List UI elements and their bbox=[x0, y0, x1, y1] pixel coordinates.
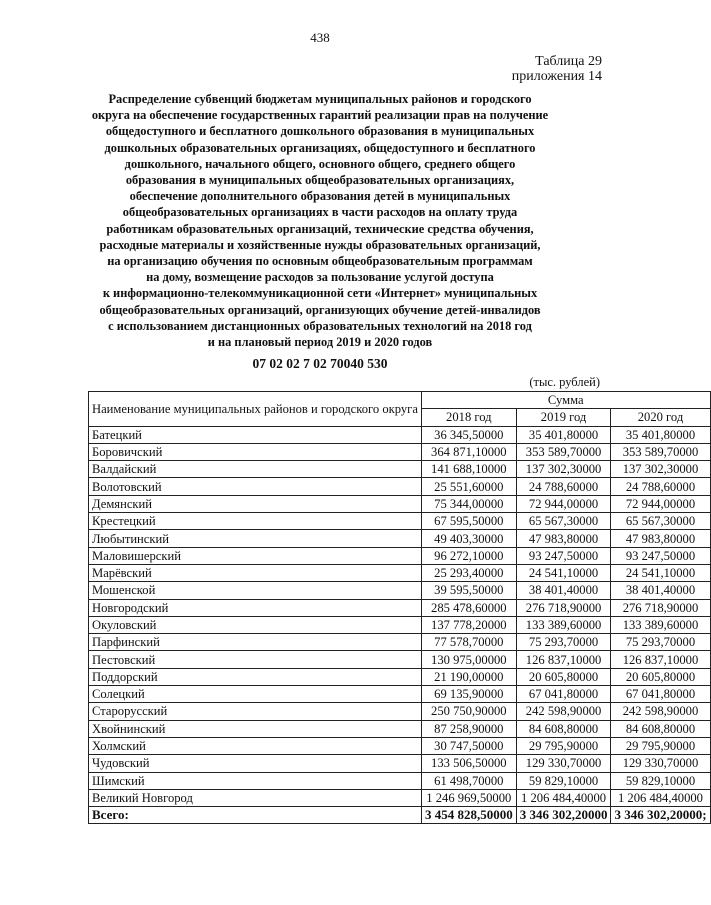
district-name: Шимский bbox=[89, 772, 422, 789]
table-row bbox=[89, 478, 711, 495]
amount-2019: 72 944,00000 bbox=[516, 495, 611, 512]
district-name: Мошенской bbox=[89, 582, 422, 599]
amount-2019: 67 041,80000 bbox=[516, 686, 611, 703]
total-row bbox=[89, 807, 711, 824]
amount-2019: 1 206 484,40000 bbox=[516, 789, 611, 806]
amount-2020: 276 718,90000 bbox=[611, 599, 710, 616]
table-row bbox=[89, 599, 711, 616]
amount-2018: 77 578,70000 bbox=[421, 634, 516, 651]
amount-2018: 25 293,40000 bbox=[421, 564, 516, 581]
amount-2020: 75 293,70000 bbox=[611, 634, 710, 651]
heading-line: к информационно-телекоммуникационной сети «Интернет» муниципальных bbox=[102, 286, 538, 301]
amount-2020: 47 983,80000 bbox=[611, 530, 710, 547]
amount-2018: 75 344,00000 bbox=[421, 495, 516, 512]
amount-2019: 75 293,70000 bbox=[516, 634, 611, 651]
amount-2018: 141 688,10000 bbox=[421, 461, 516, 478]
amount-2018: 130 975,00000 bbox=[421, 651, 516, 668]
column-header-name: Наименование муниципальных районов и городского округа bbox=[89, 392, 422, 427]
amount-2019: 47 983,80000 bbox=[516, 530, 611, 547]
subvention-table bbox=[88, 391, 711, 824]
heading-line: дошкольных образовательных организациях, общедоступного и бесплатного bbox=[104, 140, 536, 155]
amount-2019: 133 389,60000 bbox=[516, 616, 611, 633]
district-name: Поддорский bbox=[89, 668, 422, 685]
district-name: Солецкий bbox=[89, 686, 422, 703]
table-reference-line1: Таблица 29 bbox=[535, 54, 602, 69]
amount-2018: 137 778,20000 bbox=[421, 616, 516, 633]
column-header-2018: 2018 год bbox=[421, 409, 516, 426]
amount-2018: 61 498,70000 bbox=[421, 772, 516, 789]
document-heading bbox=[60, 91, 580, 350]
heading-line: общеобразовательных организациях в части расходов на оплату труда bbox=[122, 205, 518, 220]
heading-line: на организацию обучения по основным общеобразовательным программам bbox=[107, 254, 533, 269]
heading-line: общедоступного и бесплатного дошкольного образования в муниципальных bbox=[105, 124, 535, 139]
heading-line: обеспечение дополнительного образования детей в муниципальных bbox=[129, 189, 511, 204]
table-reference bbox=[512, 54, 602, 84]
table-row bbox=[89, 461, 711, 478]
table-row bbox=[89, 564, 711, 581]
table-row bbox=[89, 772, 711, 789]
amount-2018: 39 595,50000 bbox=[421, 582, 516, 599]
table-row bbox=[89, 737, 711, 754]
district-name: Крестецкий bbox=[89, 513, 422, 530]
district-name: Любытинский bbox=[89, 530, 422, 547]
heading-line: округа на обеспечение государственных гарантий реализации прав на получение bbox=[91, 108, 549, 123]
heading-line: дошкольного, начального общего, основного общего, среднего общего bbox=[124, 156, 516, 171]
table-row bbox=[89, 720, 711, 737]
column-header-sum: Сумма bbox=[421, 392, 710, 409]
amount-2019: 24 541,10000 bbox=[516, 564, 611, 581]
amount-2019: 38 401,40000 bbox=[516, 582, 611, 599]
amount-2018: 96 272,10000 bbox=[421, 547, 516, 564]
district-name: Демянский bbox=[89, 495, 422, 512]
amount-2019: 59 829,10000 bbox=[516, 772, 611, 789]
amount-2018: 250 750,90000 bbox=[421, 703, 516, 720]
column-header-2020: 2020 год bbox=[611, 409, 710, 426]
district-name: Чудовский bbox=[89, 755, 422, 772]
amount-2018: 133 506,50000 bbox=[421, 755, 516, 772]
district-name: Пестовский bbox=[89, 651, 422, 668]
total-label: Всего: bbox=[89, 807, 422, 824]
table-reference-line2: приложения 14 bbox=[511, 69, 602, 84]
column-header-2019: 2019 год bbox=[516, 409, 611, 426]
table-row bbox=[89, 443, 711, 460]
amount-2020: 129 330,70000 bbox=[611, 755, 710, 772]
table-row bbox=[89, 547, 711, 564]
district-name: Окуловский bbox=[89, 616, 422, 633]
amount-2019: 65 567,30000 bbox=[516, 513, 611, 530]
total-amount-2019: 3 346 302,20000 bbox=[516, 807, 611, 824]
amount-2019: 242 598,90000 bbox=[516, 703, 611, 720]
amount-2018: 364 871,10000 bbox=[421, 443, 516, 460]
amount-2020: 59 829,10000 bbox=[611, 772, 710, 789]
heading-line: общеобразовательных организаций, организующих обучение детей-инвалидов bbox=[99, 302, 541, 317]
table-header-row bbox=[89, 392, 711, 409]
district-name: Хвойнинский bbox=[89, 720, 422, 737]
amount-2020: 126 837,10000 bbox=[611, 651, 710, 668]
amount-2020: 65 567,30000 bbox=[611, 513, 710, 530]
units-label: (тыс. рублей) bbox=[529, 375, 600, 389]
district-name: Новгородский bbox=[89, 599, 422, 616]
amount-2018: 49 403,30000 bbox=[421, 530, 516, 547]
table-row bbox=[89, 668, 711, 685]
amount-2018: 25 551,60000 bbox=[421, 478, 516, 495]
district-name: Волотовский bbox=[89, 478, 422, 495]
amount-2019: 276 718,90000 bbox=[516, 599, 611, 616]
table-row bbox=[89, 634, 711, 651]
table-row bbox=[89, 426, 711, 443]
amount-2020: 84 608,80000 bbox=[611, 720, 710, 737]
district-name: Парфинский bbox=[89, 634, 422, 651]
table-row bbox=[89, 789, 711, 806]
table-row bbox=[89, 703, 711, 720]
district-name: Великий Новгород bbox=[89, 789, 422, 806]
amount-2018: 285 478,60000 bbox=[421, 599, 516, 616]
district-name: Марёвский bbox=[89, 564, 422, 581]
amount-2020: 35 401,80000 bbox=[611, 426, 710, 443]
amount-2018: 87 258,90000 bbox=[421, 720, 516, 737]
table-row bbox=[89, 686, 711, 703]
heading-line: расходные материалы и хозяйственные нужды образовательных организаций, bbox=[99, 237, 541, 252]
heading-line: образования в муниципальных общеобразовательных организациях, bbox=[125, 173, 515, 188]
amount-2018: 30 747,50000 bbox=[421, 737, 516, 754]
table-row bbox=[89, 616, 711, 633]
amount-2019: 93 247,50000 bbox=[516, 547, 611, 564]
amount-2019: 129 330,70000 bbox=[516, 755, 611, 772]
table-row bbox=[89, 755, 711, 772]
amount-2019: 29 795,90000 bbox=[516, 737, 611, 754]
district-name: Старорусский bbox=[89, 703, 422, 720]
table-row bbox=[89, 582, 711, 599]
amount-2019: 35 401,80000 bbox=[516, 426, 611, 443]
amount-2020: 20 605,80000 bbox=[611, 668, 710, 685]
heading-line: Распределение субвенций бюджетам муниципальных районов и городского bbox=[108, 92, 532, 106]
amount-2018: 69 135,90000 bbox=[421, 686, 516, 703]
total-amount-2020: 3 346 302,20000; bbox=[611, 807, 710, 824]
amount-2020: 24 788,60000 bbox=[611, 478, 710, 495]
amount-2018: 1 246 969,50000 bbox=[421, 789, 516, 806]
amount-2019: 137 302,30000 bbox=[516, 461, 611, 478]
amount-2020: 137 302,30000 bbox=[611, 461, 710, 478]
amount-2018: 36 345,50000 bbox=[421, 426, 516, 443]
amount-2020: 38 401,40000 bbox=[611, 582, 710, 599]
amount-2020: 72 944,00000 bbox=[611, 495, 710, 512]
table-row bbox=[89, 495, 711, 512]
district-name: Маловишерский bbox=[89, 547, 422, 564]
amount-2018: 21 190,00000 bbox=[421, 668, 516, 685]
amount-2020: 67 041,80000 bbox=[611, 686, 710, 703]
amount-2020: 353 589,70000 bbox=[611, 443, 710, 460]
district-name: Батецкий bbox=[89, 426, 422, 443]
amount-2018: 67 595,50000 bbox=[421, 513, 516, 530]
table-row bbox=[89, 530, 711, 547]
table-body bbox=[89, 426, 711, 824]
amount-2019: 353 589,70000 bbox=[516, 443, 611, 460]
amount-2020: 242 598,90000 bbox=[611, 703, 710, 720]
table-row bbox=[89, 651, 711, 668]
amount-2020: 133 389,60000 bbox=[611, 616, 710, 633]
heading-line: на дому, возмещение расходов за пользование услугой доступа bbox=[146, 270, 494, 285]
amount-2020: 24 541,10000 bbox=[611, 564, 710, 581]
page-number: 438 bbox=[310, 30, 330, 45]
amount-2020: 93 247,50000 bbox=[611, 547, 710, 564]
budget-code: 07 02 02 7 02 70040 530 bbox=[252, 356, 388, 371]
heading-line: работникам образовательных организаций, технические средства обучения, bbox=[106, 221, 534, 236]
amount-2019: 20 605,80000 bbox=[516, 668, 611, 685]
table-row bbox=[89, 513, 711, 530]
total-amount-2018: 3 454 828,50000 bbox=[421, 807, 516, 824]
district-name: Боровичский bbox=[89, 443, 422, 460]
heading-line: с использованием дистанционных образовательных технологий на 2018 год bbox=[108, 318, 532, 333]
district-name: Холмский bbox=[89, 737, 422, 754]
heading-line: и на плановый период 2019 и 2020 годов bbox=[207, 335, 433, 350]
district-name: Валдайский bbox=[89, 461, 422, 478]
amount-2019: 126 837,10000 bbox=[516, 651, 611, 668]
amount-2019: 24 788,60000 bbox=[516, 478, 611, 495]
amount-2020: 1 206 484,40000 bbox=[611, 789, 710, 806]
amount-2019: 84 608,80000 bbox=[516, 720, 611, 737]
amount-2020: 29 795,90000 bbox=[611, 737, 710, 754]
